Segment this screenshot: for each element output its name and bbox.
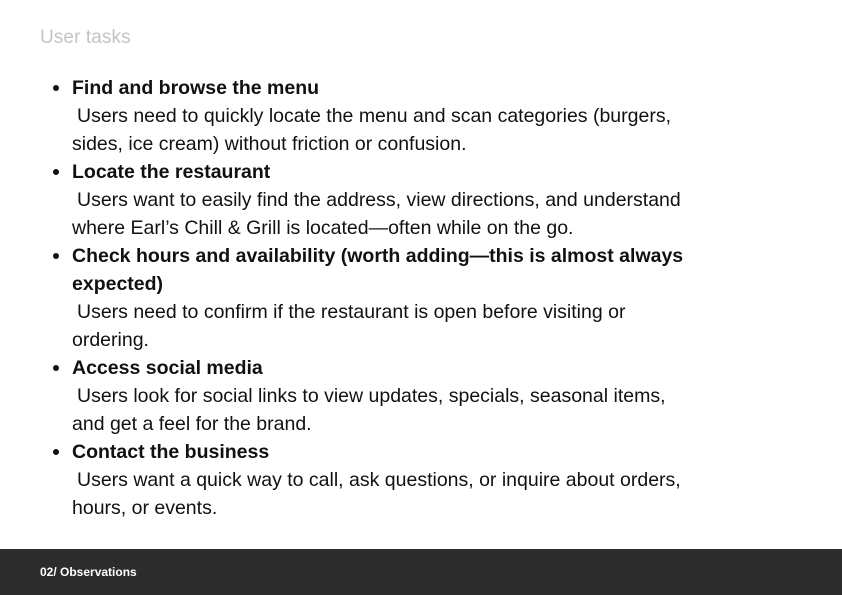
task-check-hours — [72, 242, 796, 354]
task-title: Access social media — [72, 357, 263, 379]
task-access-social-media — [72, 354, 796, 438]
task-title: Check hours and availability (worth adding—this is almost always — [72, 245, 684, 267]
task-description-line: where Earl’s Chill & Grill is located—often while on the go. — [72, 217, 574, 239]
task-title: expected) — [72, 273, 164, 295]
task-title: Contact the business — [72, 441, 270, 463]
page-title: User tasks — [40, 27, 131, 48]
task-description-line: Users look for social links to view updates, specials, seasonal items, — [77, 385, 666, 407]
task-locate-restaurant — [72, 158, 796, 242]
task-contact-business — [72, 438, 796, 522]
task-description-line: Users want to easily find the address, view directions, and understand — [77, 189, 681, 211]
task-description-line: hours, or events. — [72, 497, 218, 519]
task-description-line: Users need to confirm if the restaurant is open before visiting or — [77, 301, 626, 323]
task-title: Locate the restaurant — [72, 161, 271, 183]
user-task-list — [72, 74, 796, 522]
task-description-line: ordering. — [72, 329, 149, 351]
task-description-line: Users want a quick way to call, ask questions, or inquire about orders, — [77, 469, 681, 491]
task-find-menu — [72, 74, 796, 158]
section-label: 02/ Observations — [40, 565, 137, 579]
task-title: Find and browse the menu — [72, 77, 320, 99]
task-description-line: and get a feel for the brand. — [72, 413, 312, 435]
task-description-line: sides, ice cream) without friction or confusion. — [72, 133, 467, 155]
task-description-line: Users need to quickly locate the menu and scan categories (burgers, — [77, 105, 671, 127]
footer-bar — [0, 549, 842, 595]
